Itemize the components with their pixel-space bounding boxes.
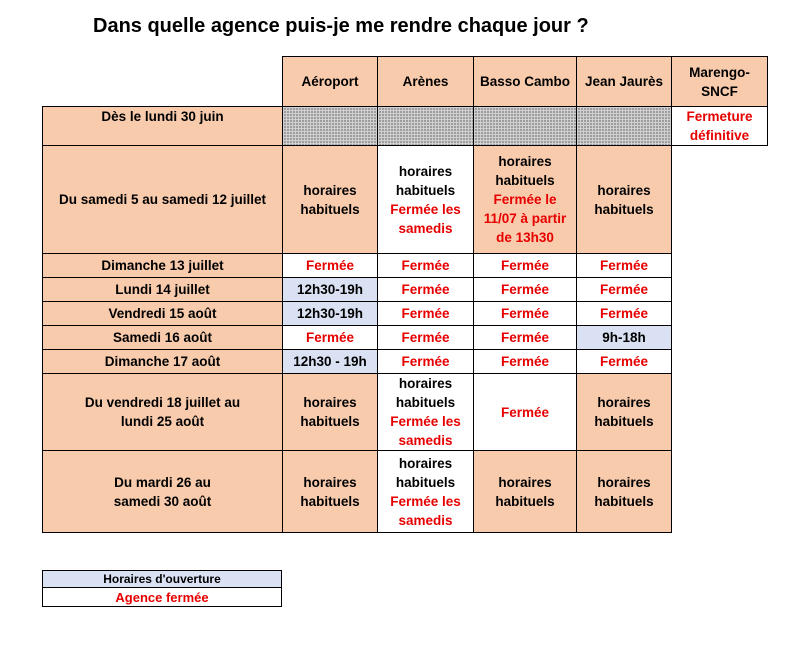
page-title: Dans quelle agence puis-je me rendre chaque jour ? [93,15,589,37]
period-line: lundi 25 août [120,414,205,429]
status-cell [378,451,474,533]
status-cell [577,374,672,451]
table-row [43,451,768,533]
status-cell [283,146,378,254]
table-row [43,374,768,451]
hatched-cell [378,107,474,146]
status-cell [378,374,474,451]
cell-line: horaires [303,182,357,198]
table-row [43,107,768,146]
empty-cell [672,254,768,278]
period-cell: Du samedi 5 au samedi 12 juillet [43,146,283,254]
table-row [43,326,768,350]
legend [42,570,282,607]
legend-agency-closed: Agence fermée [43,588,282,607]
hatched-cell [474,107,577,146]
cell-line: habituels [495,493,555,509]
empty-cell [672,302,768,326]
table-row [43,278,768,302]
status-cell: Fermée [474,254,577,278]
status-cell: Fermée [378,302,474,326]
cell-line: Fermée les [390,493,461,509]
header-jean-jaures: Jean Jaurès [577,57,672,107]
status-cell: Fermée [577,278,672,302]
cell-line: habituels [395,182,456,198]
status-cell: Fermée [378,350,474,374]
cell-line: habituels [300,414,360,429]
empty-cell [672,326,768,350]
closure-line2: définitive [689,128,750,143]
status-cell: Fermée [577,254,672,278]
cell-line: habituels [594,493,654,509]
cell-line: horaires [498,154,552,169]
hatched-cell [283,107,378,146]
cell-line: habituels [300,201,360,217]
status-cell: Fermée [283,326,378,350]
status-cell [283,374,378,451]
cell-line: habituels [300,493,360,509]
cell-line: samedis [398,433,453,448]
table-row [43,350,768,374]
cell-line: horaires [597,395,651,410]
cell-line: horaires [398,455,453,471]
header-marengo-sncf [672,57,768,107]
status-cell [577,451,672,533]
table-row [43,146,768,254]
cell-line: 11/07 à partir [483,211,567,226]
cell-line: habituels [395,474,456,490]
cell-line: Fermée le [493,192,557,207]
header-aeroport: Aéroport [283,57,378,107]
status-cell: 12h30 - 19h [283,350,378,374]
status-cell: Fermée [378,254,474,278]
period-cell: Dimanche 17 août [43,350,283,374]
status-cell: Fermée [474,374,577,451]
cell-line: Fermée les [390,201,461,217]
cell-line: horaires [398,376,453,391]
period-cell: Dès le lundi 30 juin [43,107,283,146]
status-cell: Fermée [577,350,672,374]
empty-cell [672,350,768,374]
header-marengo-line1: Marengo- [689,64,750,80]
period-cell: Lundi 14 juillet [43,278,283,302]
header-marengo-line2: SNCF [701,83,738,99]
status-cell: Fermée [577,302,672,326]
period-cell: Samedi 16 août [43,326,283,350]
status-cell: Fermée [378,278,474,302]
cell-line: habituels [495,173,555,188]
header-basso-cambo: Basso Cambo [474,57,577,107]
status-cell: Fermée [474,326,577,350]
marengo-closure-cell [672,107,768,146]
cell-line: horaires [498,474,552,490]
status-cell [474,451,577,533]
table-row [43,254,768,278]
cell-line: horaires [303,474,357,490]
closure-line1: Fermeture [686,109,753,124]
schedule-table [42,56,768,533]
empty-cell [672,278,768,302]
cell-line: horaires [398,163,453,179]
cell-line: habituels [594,201,654,217]
hatched-cell [577,107,672,146]
period-line: Du vendredi 18 juillet au [84,395,241,410]
status-cell [474,146,577,254]
cell-line: horaires [597,182,651,198]
status-cell: 9h-18h [577,326,672,350]
status-cell: 12h30-19h [283,278,378,302]
table-row [43,302,768,326]
cell-line: samedis [398,512,453,528]
cell-line: habituels [594,414,654,429]
period-cell [43,451,283,533]
status-cell: Fermée [474,278,577,302]
period-line: Du mardi 26 au [114,474,211,490]
empty-cell [672,146,768,254]
legend-open-hours: Horaires d'ouverture [43,571,282,588]
cell-line: habituels [395,395,456,410]
status-cell: Fermée [474,302,577,326]
period-line: samedi 30 août [113,493,212,509]
status-cell: Fermée [474,350,577,374]
cell-line: horaires [303,395,357,410]
header-arenes: Arènes [378,57,474,107]
header-row [43,57,768,107]
cell-line: horaires [597,474,651,490]
cell-line: de 13h30 [496,230,554,245]
empty-cell [672,451,768,533]
status-cell: Fermée [283,254,378,278]
cell-line: Fermée les [390,414,461,429]
period-cell [43,374,283,451]
period-cell: Vendredi 15 août [43,302,283,326]
empty-cell [672,374,768,451]
status-cell [283,451,378,533]
status-cell: 12h30-19h [283,302,378,326]
status-cell: Fermée [378,326,474,350]
status-cell [577,146,672,254]
header-corner [43,57,283,107]
cell-line: samedis [398,220,453,236]
period-cell: Dimanche 13 juillet [43,254,283,278]
status-cell [378,146,474,254]
